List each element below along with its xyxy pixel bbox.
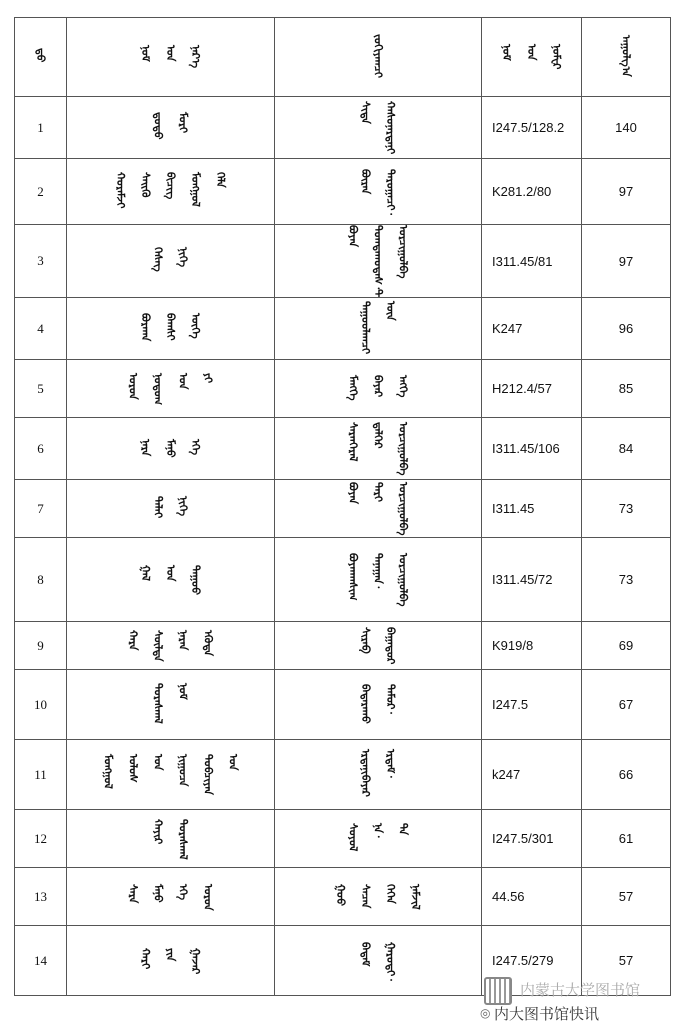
borrow-count: 67 <box>582 670 671 740</box>
mongolian-word: ᠣᠷᠴᠢᠭᠤᠯᠪᠠ <box>396 422 410 476</box>
mongolian-word: ᠣᠷᠴᠢᠭᠤᠯᠪᠠ <box>396 553 410 607</box>
book-title <box>67 740 275 810</box>
mongolian-word: ᠳ᠋ᠡᠯᠭᠡᠷ <box>371 422 385 449</box>
mongolian-word: ᠬᠡᠰᠡᠭ <box>151 247 165 273</box>
mongolian-word: ᠨᠢᠭᠤᠴᠠ <box>176 754 190 787</box>
mongolian-word: ᠪᠠᠳᠠᠮ <box>359 941 372 966</box>
call-number: I311.45/72 <box>482 538 582 622</box>
header-call-number <box>482 18 582 97</box>
mongolian-word: ᠪᠠᠳᠠᠷᠠᠬᠤ <box>359 683 372 724</box>
book-author <box>275 360 482 418</box>
call-number: I311.45/106 <box>482 418 582 480</box>
call-number: K281.2/80 <box>482 159 582 225</box>
header-title <box>67 18 275 97</box>
mongolian-word: ᠣᠷᠤᠨ <box>126 372 140 400</box>
borrow-count: 73 <box>582 480 671 538</box>
book-title <box>67 538 275 622</box>
mongolian-word: ᠳᠠᠯᠠᠢ <box>151 496 165 519</box>
mongolian-word: ᠪᠦᠷᠡᠨ <box>359 168 372 194</box>
mongolian-word: ᠶᠢᠨ <box>164 947 177 962</box>
row-number: 13 <box>15 868 67 926</box>
row-number: 4 <box>15 298 67 360</box>
table-row <box>15 622 671 670</box>
mongolian-word: ᠬᠠᠶᠢᠷ <box>151 818 165 844</box>
book-author <box>275 868 482 926</box>
mongolian-word: ᠣᠷᠣᠨ <box>201 883 215 911</box>
mongolian-word: ᠲᠠᠷᠢ <box>371 482 385 503</box>
mongolian-word: ᠪᠤᠶᠠᠨᠬᠠᠰᠢᠭ <box>346 553 360 601</box>
row-number: 9 <box>15 622 67 670</box>
book-author <box>275 926 482 996</box>
call-number: 44.56 <box>482 868 582 926</box>
table-row <box>15 225 671 298</box>
header-count: ᠠᠭᠤᠯᠭ᠎ᠠ <box>582 18 671 97</box>
mongolian-word: ᠰᠠᠷᠠ <box>126 883 140 903</box>
mongolian-word: ᠮᠠᠨᠤ <box>164 438 177 458</box>
book-title <box>67 159 275 225</box>
mongolian-word: ᠡᠩᠬᠡ <box>396 374 410 398</box>
row-number: 2 <box>15 159 67 225</box>
mongolian-word: ᠭᠣᠣ <box>334 884 347 906</box>
mongolian-word: ᠮᠣᠩᠭᠣᠯ <box>189 171 202 207</box>
mongolian-word: ᠬᠠᠷᠠ <box>126 630 140 651</box>
mongolian-word: ᠪᠤᠷᠬᠠᠨ <box>139 313 152 342</box>
book-author <box>275 225 482 298</box>
book-author <box>275 418 482 480</box>
mongolian-word: ᠨᠤᠲᠤᠭ <box>151 372 165 405</box>
borrow-count: 73 <box>582 538 671 622</box>
book-title <box>67 810 275 868</box>
mongolian-word: ᠲᠡᠮᠦᠷ᠂ <box>384 683 397 714</box>
book-author <box>275 810 482 868</box>
mongolian-word: ᠰᠠᠷᠠᠨᠭᠡᠷᠡᠯ <box>346 422 360 462</box>
mongolian-word: ᠳ᠋ᠤᠲᠤ <box>151 112 165 140</box>
book-author <box>275 480 482 538</box>
row-number: 3 <box>15 225 67 298</box>
borrow-count: 97 <box>582 225 671 298</box>
call-number: I247.5/301 <box>482 810 582 868</box>
mongolian-word: ᠨᠡᠷ᠎ᠡ <box>189 45 202 69</box>
mongolian-word: ᠰᠡᠢᠬᠦ <box>139 171 152 198</box>
mongolian-word: ᠰᠡᠴᠡᠨ <box>359 884 372 909</box>
mongolian-word: ᠡᠬᠡ <box>176 883 190 900</box>
mongolian-word: ᠲᠡ <box>396 823 410 836</box>
call-number: K247 <box>482 298 582 360</box>
mongolian-word: ᠪᠢᠴᠢᠭ <box>164 171 177 199</box>
borrow-count: 61 <box>582 810 671 868</box>
mongolian-word: ᠡᠭᠦᠳᠡ <box>201 630 215 657</box>
mongolian-word: ᠨᠠᠮᠵᠢᠯ <box>409 884 422 910</box>
mongolian-word: ᠭᠠᠯ <box>139 564 152 581</box>
book-title <box>67 926 275 996</box>
call-number: I247.5 <box>482 670 582 740</box>
mongolian-word: ᠤᠨ <box>176 372 190 390</box>
book-author <box>275 97 482 159</box>
call-number: I247.5/128.2 <box>482 97 582 159</box>
borrow-count: 85 <box>582 360 671 418</box>
book-author <box>275 622 482 670</box>
table-row <box>15 670 671 740</box>
mongolian-word: ᠨᠠᠷᠠ <box>139 438 152 456</box>
mongolian-word: ᠤᠨ <box>164 45 177 62</box>
borrow-count: 84 <box>582 418 671 480</box>
row-number: 14 <box>15 926 67 996</box>
watermark-library-name: 内蒙古大学图书馆 <box>520 981 641 999</box>
row-number: 6 <box>15 418 67 480</box>
row-number: 7 <box>15 480 67 538</box>
mongolian-word: ᠶᠢ <box>201 372 215 384</box>
mongolian-word: ᠮᠤᠷᠢ <box>176 112 190 134</box>
mongolian-word: ᠨᠢᠭᠡ <box>176 247 190 268</box>
header-number: ᠳ᠋ᠤ <box>15 18 67 97</box>
mongolian-word: ᠰᠢᠳᠠ <box>359 100 372 124</box>
header-row <box>15 18 671 97</box>
mongolian-word: ᠤᠨ <box>151 754 165 771</box>
mongolian-word: ᠨᠢᠭᠡ <box>176 496 190 517</box>
borrow-count: 69 <box>582 622 671 670</box>
row-number: 5 <box>15 360 67 418</box>
mongolian-word: ᠤᠨ <box>164 564 177 582</box>
mongolian-word: ᠭᠡᠭᠡᠨ <box>384 884 397 904</box>
mongolian-word: ᠤᠨ <box>226 754 240 771</box>
table-row <box>15 360 671 418</box>
borrow-count: 97 <box>582 159 671 225</box>
borrow-count: 57 <box>582 926 671 996</box>
mongolian-word: ᠣᠷᠴᠢᠭᠤᠯᠪᠠ <box>396 482 410 536</box>
call-number: I311.45 <box>482 480 582 538</box>
mongolian-word: ᠤᠨ <box>525 44 538 61</box>
mongolian-word: ᠮᠠᠨᠤ <box>151 883 165 903</box>
table-row <box>15 740 671 810</box>
mongolian-word: ᠭᠠᠷᠤᠳᠢ᠂ <box>384 941 397 981</box>
mongolian-word: ᠳᠠᠭᠤᠤ <box>189 564 202 595</box>
mongolian-word: ᠳᠤᠷᠠᠰᠬᠠᠯ <box>151 683 165 724</box>
mongolian-word: ᠲᠠᠨᠠᠭᠠᠨ᠂ <box>371 553 385 589</box>
mongolian-word: ᠲᠤᠪᠴᠢᠶᠠᠨ <box>201 754 215 796</box>
book-author <box>275 538 482 622</box>
book-title <box>67 868 275 926</box>
mongolian-word: ᠰᠦᠯᠳᠡ <box>151 630 165 662</box>
book-author <box>275 298 482 360</box>
mongolian-word: ᠪᠤᠶᠠᠨ <box>346 482 360 505</box>
mongolian-word: ᠮᠣᠩᠭᠣᠯ <box>101 754 115 790</box>
row-number: 8 <box>15 538 67 622</box>
table-row <box>15 810 671 868</box>
mongolian-word: ᠦᠭᠡ <box>189 313 202 339</box>
book-title <box>67 480 275 538</box>
book-author <box>275 740 482 810</box>
table-row <box>15 97 671 159</box>
row-number: 1 <box>15 97 67 159</box>
mongolian-word: ᠨᠣᠮ <box>176 683 190 700</box>
row-number: 11 <box>15 740 67 810</box>
book-title <box>67 622 275 670</box>
library-logo-icon <box>484 977 512 1005</box>
mongolian-word: ᠪᠠᠭᠠᠲᠦᠷ <box>384 627 397 665</box>
call-number: I247.5/279 <box>482 926 582 996</box>
mongolian-word: ᠡᠷᠳᠡᠨᠢᠪᠠᠶᠠᠷ <box>359 749 372 798</box>
mongolian-word: ᠰᠣᠶᠤᠯ <box>346 823 360 852</box>
mongolian-word: ᠡᠬᠡ <box>189 438 202 455</box>
mongolian-word: ᠬᠤᠷᠠᠮᠵᠢ <box>114 171 127 209</box>
book-title <box>67 298 275 360</box>
table-row <box>15 298 671 360</box>
row-number: 10 <box>15 670 67 740</box>
mongolian-word: ᠪᠠᠭᠰᠢ <box>164 313 177 341</box>
mongolian-word: ᠨᠠᠷᠠᠨ <box>176 630 190 651</box>
borrow-count: 140 <box>582 97 671 159</box>
mongolian-word: ᠨᠣᠮᠧᠷ <box>550 44 563 70</box>
mongolian-word: ᠣᠷᠴᠢᠭᠤᠯᠪᠠ <box>396 225 410 279</box>
table-row <box>15 480 671 538</box>
mongolian-word: ᠨᠣᠮ <box>500 44 513 62</box>
book-title <box>67 97 275 159</box>
book-author <box>275 159 482 225</box>
mongolian-word: ᠳᠠᠭᠤᠤᠯᠠᠭᠴᠢ <box>359 300 372 354</box>
borrow-count: 66 <box>582 740 671 810</box>
mongolian-word: ᠭᠠᠵᠠᠷ <box>189 947 202 975</box>
mongolian-word: ᠬᠡᠯᠡ <box>214 171 227 188</box>
table-row <box>15 538 671 622</box>
table-row <box>15 159 671 225</box>
mongolian-word: ᠬᠠᠰᠤᠨᠡᠷᠳᠡᠨᠢ <box>384 100 397 155</box>
watermark-account-name: 内大图书馆快讯 <box>494 1005 600 1023</box>
mongolian-word: ᠨᠠ᠂ <box>371 823 385 838</box>
header-author: ᠵᠣᠬᠢᠶᠠᠭᠴᠢ <box>275 18 482 97</box>
watermark <box>480 973 670 1028</box>
mongolian-word: ᠪᠠᠶᠠᠷ <box>371 374 385 397</box>
call-number: H212.4/57 <box>482 360 582 418</box>
borrow-count: 57 <box>582 868 671 926</box>
mongolian-word: ᠳᠤᠷᠠᠰᠬᠠᠯ <box>176 818 190 860</box>
call-number: k247 <box>482 740 582 810</box>
wechat-icon: ◎ <box>480 1006 491 1020</box>
borrow-count: 96 <box>582 298 671 360</box>
ranking-table <box>14 17 671 996</box>
mongolian-word: ᠬᠠᠷᠢ <box>139 947 152 970</box>
call-number: I311.45/81 <box>482 225 582 298</box>
mongolian-word: ᠰᠢᠷᠠᠪ <box>359 627 372 654</box>
mongolian-word: ᠦᠨ <box>384 300 397 321</box>
mongolian-word: ᠲᠣᠭᠲᠠᠬᠤᠳᠠᠰ᠂ᠲ <box>371 225 385 298</box>
mongolian-word: ᠳᠠᠷᠤᠭᠠᠴᠢ᠂ <box>384 168 397 215</box>
book-title <box>67 225 275 298</box>
mongolian-word: ᠪᠤᠶᠠᠨ <box>346 225 360 248</box>
table-row <box>15 868 671 926</box>
book-author <box>275 670 482 740</box>
mongolian-word: ᠤᠯᠤᠰ <box>126 754 140 784</box>
row-number: 12 <box>15 810 67 868</box>
book-title <box>67 418 275 480</box>
mongolian-word: ᠡᠷᠳᠡᠮ᠂ <box>384 749 397 779</box>
book-title <box>67 360 275 418</box>
book-title <box>67 670 275 740</box>
call-number: K919/8 <box>482 622 582 670</box>
mongolian-word: ᠮᠡᠩᠭᠡ <box>346 374 360 401</box>
mongolian-word: ᠨᠣᠮ <box>139 45 152 63</box>
table-row <box>15 418 671 480</box>
